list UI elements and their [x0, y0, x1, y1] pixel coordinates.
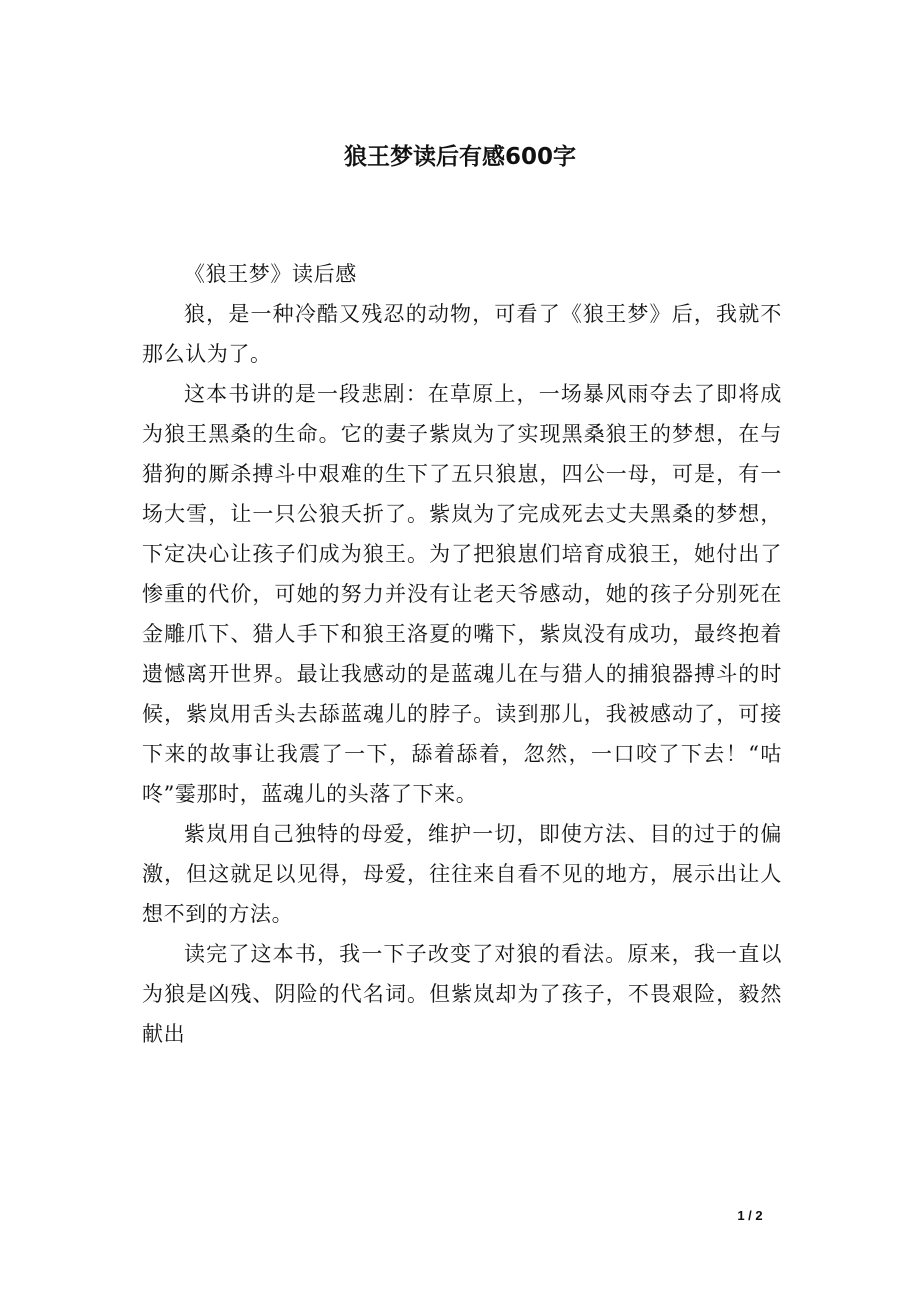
document-body	[142, 254, 782, 1054]
paragraph: 紫岚用自己独特的母爱，维护一切，即使方法、目的过于的偏激，但这就足以见得，母爱，往往来自看不见的地方，展示出让人想不到的方法。	[142, 822, 782, 926]
paragraph: 狼，是一种冷酷又残忍的动物，可看了《狼王梦》后，我就不那么认为了。	[142, 302, 782, 366]
document-title: 狼王梦读后有感600字	[343, 144, 576, 170]
paragraph: 读完了这本书，我一下子改变了对狼的看法。原来，我一直以为狼是凶残、阴险的代名词。但紫岚却为了孩子，不畏艰险，毅然献出	[142, 942, 782, 1046]
paragraph: 这本书讲的是一段悲剧：在草原上，一场暴风雨夺去了即将成为狼王黑桑的生命。它的妻子紫岚为了实现黑桑狼王的梦想，在与猎狗的厮杀搏斗中艰难的生下了五只狼崽，四公一母，可是，有一场大雪，让一只公狼夭折了。紫岚为了完成死去丈夫黑桑的梦想，下定决心让孩子们成为狼王。为了把狼崽们培育成狼王，她付出了惨重的代价，可她的努力并没有让老天爷感动，她的孩子分别死在金雕爪下、猎人手下和狼王洛夏的嘴下，紫岚没有成功，最终抱着遗憾离开世界。最让我感动的是蓝魂儿在与猎人的捕狼器搏斗的时候，紫岚用舌头去舔蓝魂儿的脖子。读到那儿，我被感动了，可接下来的故事让我震了一下，舔着舔着，忽然，一口咬了下去！“咕咚”霎那时，蓝魂儿的头落了下来。	[142, 382, 782, 806]
page-number: 1 / 2	[737, 1208, 763, 1223]
article-subtitle: 《狼王梦》读后感	[184, 262, 357, 286]
